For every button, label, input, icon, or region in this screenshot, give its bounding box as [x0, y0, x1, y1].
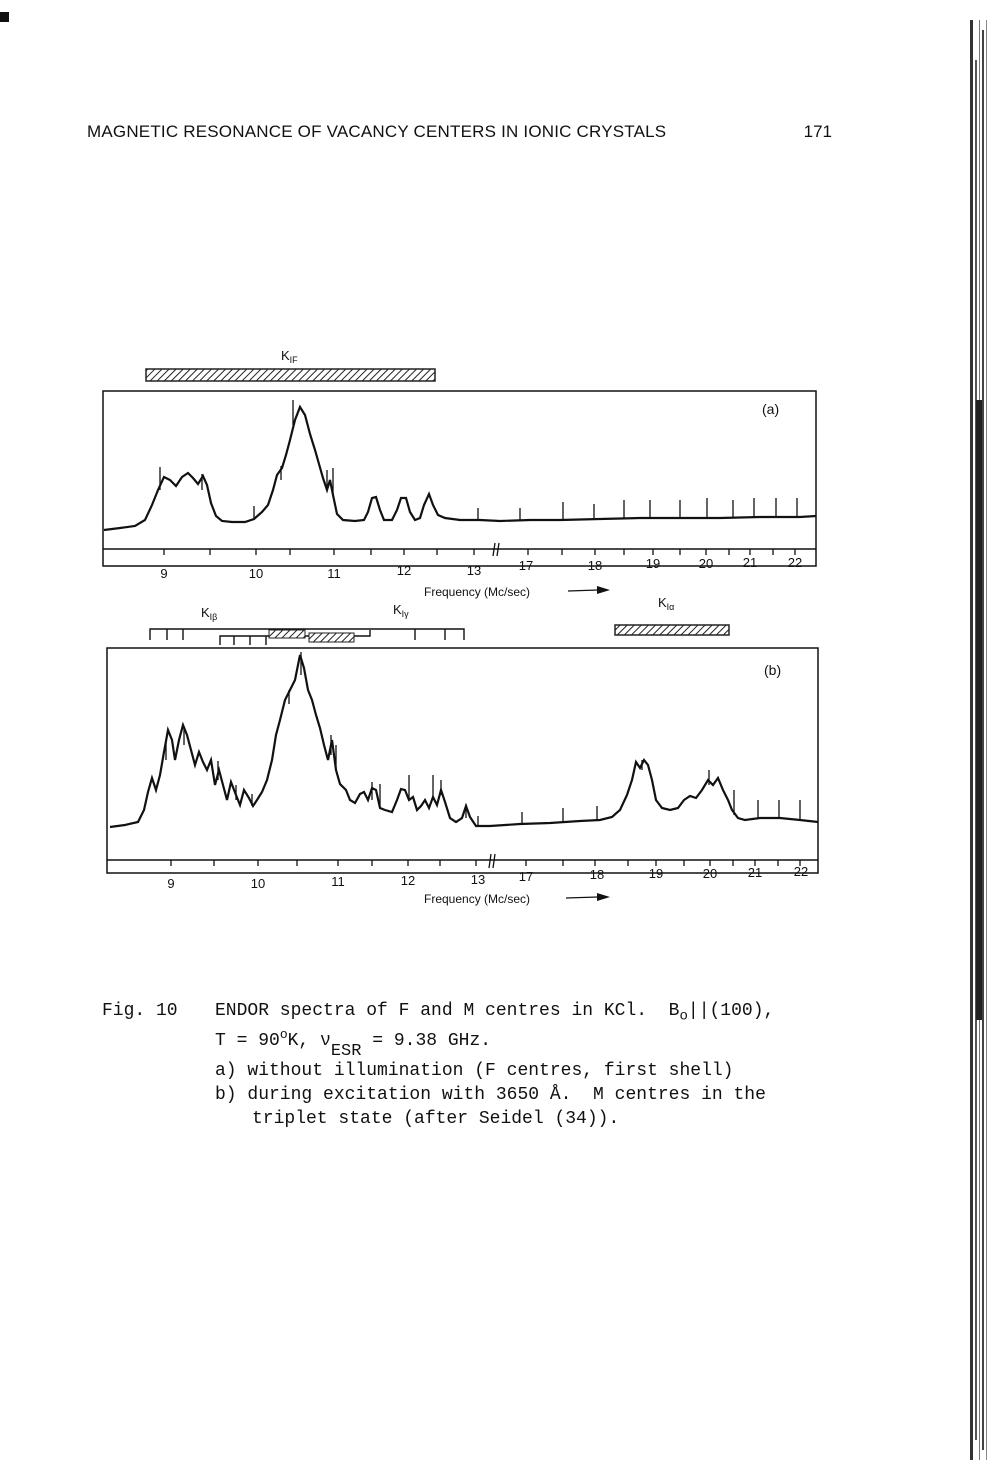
spectrum-b — [110, 655, 818, 827]
tick-label-b-10: 10 — [250, 876, 266, 891]
band-kia — [615, 625, 729, 635]
plot-frame-a — [103, 391, 816, 566]
tick-label-b-18: 18 — [589, 867, 605, 882]
tick-label-b-22: 22 — [793, 864, 809, 879]
band-kib-label: $K_{I\beta}$ — [201, 605, 218, 622]
tick-label-b-17: 17 — [518, 869, 534, 884]
band-kib-hatch — [269, 630, 305, 638]
x-axis-title-a: Frequency (Mc/sec) — [424, 585, 531, 599]
band-kig-label: $K_{I\gamma}$ — [393, 602, 409, 619]
panel-label-b: (b) — [764, 662, 782, 678]
plot-frame-b — [107, 648, 818, 873]
caption-line-2: $T = 90^oK$, $\nu_{ESR} = 9.38$ GHz. — [215, 1027, 492, 1061]
tick-label-b-13: 13 — [470, 872, 486, 887]
tick-label-a-9: 9 — [160, 566, 168, 581]
tick-label-a-22: 22 — [787, 555, 803, 570]
caption-item-a: a) without illumination (F centres, first shell) — [215, 1061, 734, 1081]
caption-label: Fig. 10 — [102, 1001, 178, 1021]
page-number: 171 — [803, 122, 832, 141]
tick-label-a-10: 10 — [248, 566, 264, 581]
panel-a — [103, 348, 816, 599]
panel-b — [107, 595, 818, 906]
tick-label-b-12: 12 — [400, 873, 416, 888]
tick-label-a-11: 11 — [327, 566, 341, 581]
tick-label-b-20: 20 — [702, 866, 718, 881]
band-kif-label: $K_{IF}$ — [281, 348, 298, 365]
tick-label-b-9: 9 — [167, 876, 175, 891]
stick-marks-a — [160, 400, 797, 520]
running-head-title: MAGNETIC RESONANCE OF VACANCY CENTERS IN IONIC CRYSTALS — [87, 122, 667, 141]
caption-item-b: b) during excitation with 3650 Å. M centres in the — [215, 1085, 766, 1105]
caption-line-1: ENDOR spectra of F and M centres in KCl. $B_o||(100)$, — [215, 1001, 775, 1025]
caption-item-b-continued: triplet state (after Seidel (34)). — [252, 1109, 620, 1129]
tick-label-a-13: 13 — [466, 563, 482, 578]
tick-label-a-18: 18 — [587, 558, 603, 573]
x-axis-title-b: Frequency (Mc/sec) — [424, 892, 531, 906]
tick-labels-a — [160, 555, 802, 581]
stick-marks-b — [166, 652, 800, 826]
band-kig-hatch — [309, 633, 354, 642]
spectrum-a — [104, 407, 816, 530]
band-kia-label: $K_{I\alpha}$ — [658, 595, 675, 612]
x-axis-arrow-a — [568, 586, 610, 594]
stick-diagram-kib — [150, 629, 464, 645]
tick-label-a-19: 19 — [645, 556, 661, 571]
tick-label-a-12: 12 — [396, 563, 412, 578]
x-axis-arrow-b — [566, 893, 610, 901]
tick-label-b-19: 19 — [648, 866, 664, 881]
tick-label-a-21: 21 — [742, 555, 758, 570]
tick-label-b-21: 21 — [747, 865, 763, 880]
band-kif — [146, 369, 435, 381]
tick-label-b-11: 11 — [331, 874, 345, 889]
tick-label-a-17: 17 — [518, 558, 534, 573]
panel-label-a: (a) — [762, 401, 780, 417]
tick-labels-b — [167, 864, 808, 891]
tick-label-a-20: 20 — [698, 556, 714, 571]
